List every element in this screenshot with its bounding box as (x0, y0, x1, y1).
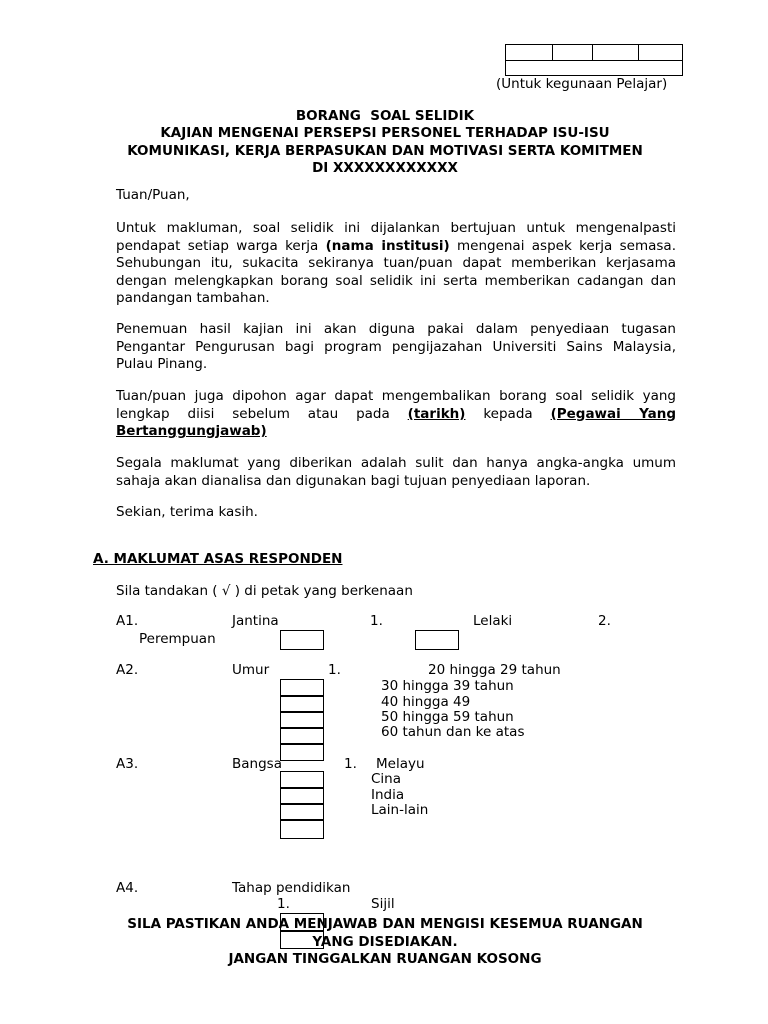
a1-label: Jantina (232, 613, 279, 629)
form-heading (80, 108, 690, 177)
p3-text-a: Tuan/puan juga dipohon agar dapat mengembalikan borang soal selidik yang lengkap diisi sebelum atau pada (116, 388, 676, 422)
a2-option-number: 1. (328, 662, 341, 678)
id-cell-1[interactable] (506, 45, 553, 60)
a1-checkbox-lelaki[interactable] (415, 630, 459, 650)
paragraph-purpose (116, 220, 676, 308)
heading-line-3: KOMUNIKASI, KERJA BERPASUKAN DAN MOTIVASI SERTA KOMITMEN (127, 142, 643, 159)
a2-option-1: 20 hingga 29 tahun (428, 662, 561, 678)
paragraph-return (116, 388, 676, 441)
a2-option-5: 60 tahun dan ke atas (381, 724, 525, 740)
paragraph-usage: Penemuan hasil kajian ini akan diguna pakai dalam penyediaan tugasan Pengantar Pengurusan bagi program pengijazahan Universiti Sains Malaysia, Pulau Pinang. (116, 321, 676, 373)
section-a-title: A. MAKLUMAT ASAS RESPONDEN (93, 551, 343, 567)
a3-option-2: Cina (371, 771, 402, 787)
id-table-divider (506, 60, 682, 61)
paragraph-confidential: Segala maklumat yang diberikan adalah sulit dan hanya angka-angka umum sahaja akan dianalisa dan digunakan bagi tujuan penyediaan laporan. (116, 455, 676, 489)
a3-label: Bangsa (232, 756, 282, 772)
a4-label: Tahap pendidikan (232, 880, 351, 896)
id-cell-3[interactable] (592, 45, 639, 60)
a1-option1-number: 1. (370, 613, 383, 629)
a3-checkbox-4[interactable] (280, 819, 324, 839)
section-a-instruction: Sila tandakan ( √ ) di petak yang berkenaan (116, 583, 413, 599)
a2-option-2: 30 hingga 39 tahun (381, 678, 514, 694)
p3-text-c: kepada (465, 405, 551, 422)
heading-line-1: BORANG SOAL SELIDIK (295, 108, 475, 124)
a3-number: A3. (116, 756, 139, 772)
footer-line-3: JANGAN TINGGALKAN RUANGAN KOSONG (228, 951, 542, 967)
date-placeholder: (tarikh) (407, 405, 466, 422)
student-id-table[interactable] (505, 44, 683, 76)
heading-line-2: KAJIAN MENGENAI PERSEPSI PERSONEL TERHADAP ISU-ISU (160, 125, 610, 142)
p1-text-c: mengenai aspek kerja semasa. Sehubungan itu, sukacita sekiranya tuan/puan dapat memberikan kerjasama dengan melengkapkan borang soal selidik ini serta memberikan cadangan dan pandangan tambahan. (116, 237, 676, 307)
institution-placeholder: (nama institusi) (325, 237, 450, 254)
salutation: Tuan/Puan, (116, 187, 190, 203)
a1-checkbox-perempuan[interactable] (280, 630, 324, 650)
a4-option-1: Sijil (371, 896, 395, 912)
a3-option-3: India (371, 787, 405, 803)
a3-option-1: Melayu (376, 756, 425, 772)
a4-number: A4. (116, 880, 139, 896)
a1-option2-number: 2. (598, 613, 611, 629)
officer-placeholder: (Pegawai Yang Bertanggungjawab) (116, 405, 676, 440)
closing: Sekian, terima kasih. (116, 504, 258, 520)
a3-option-number: 1. (344, 756, 357, 772)
footer-notice (80, 916, 690, 969)
a2-number: A2. (116, 662, 139, 678)
a2-option-3: 40 hingga 49 (381, 694, 471, 710)
id-cell-2[interactable] (552, 45, 593, 60)
footer-line-2: YANG DISEDIAKAN. (312, 933, 458, 950)
student-use-note: (Untuk kegunaan Pelajar) (496, 76, 668, 92)
heading-line-4: DI XXXXXXXXXXXX (312, 159, 458, 176)
a1-number: A1. (116, 613, 139, 629)
footer-line-1: SILA PASTIKAN ANDA MENJAWAB DAN MENGISI KESEMUA RUANGAN (127, 916, 643, 932)
a2-label: Umur (232, 662, 270, 678)
a4-checkbox-2[interactable] (280, 930, 324, 949)
a4-option-number: 1. (277, 896, 290, 912)
a1-option2-label: Perempuan (139, 631, 216, 647)
a3-option-4: Lain-lain (371, 802, 429, 818)
a2-checkbox-5[interactable] (280, 743, 324, 761)
p1-text-a: Untuk makluman, soal selidik ini dijalankan bertujuan untuk mengenalpasti pendapat setiap warga kerja (116, 220, 676, 254)
a2-option-4: 50 hingga 59 tahun (381, 709, 514, 725)
a1-option1-label: Lelaki (473, 613, 513, 629)
